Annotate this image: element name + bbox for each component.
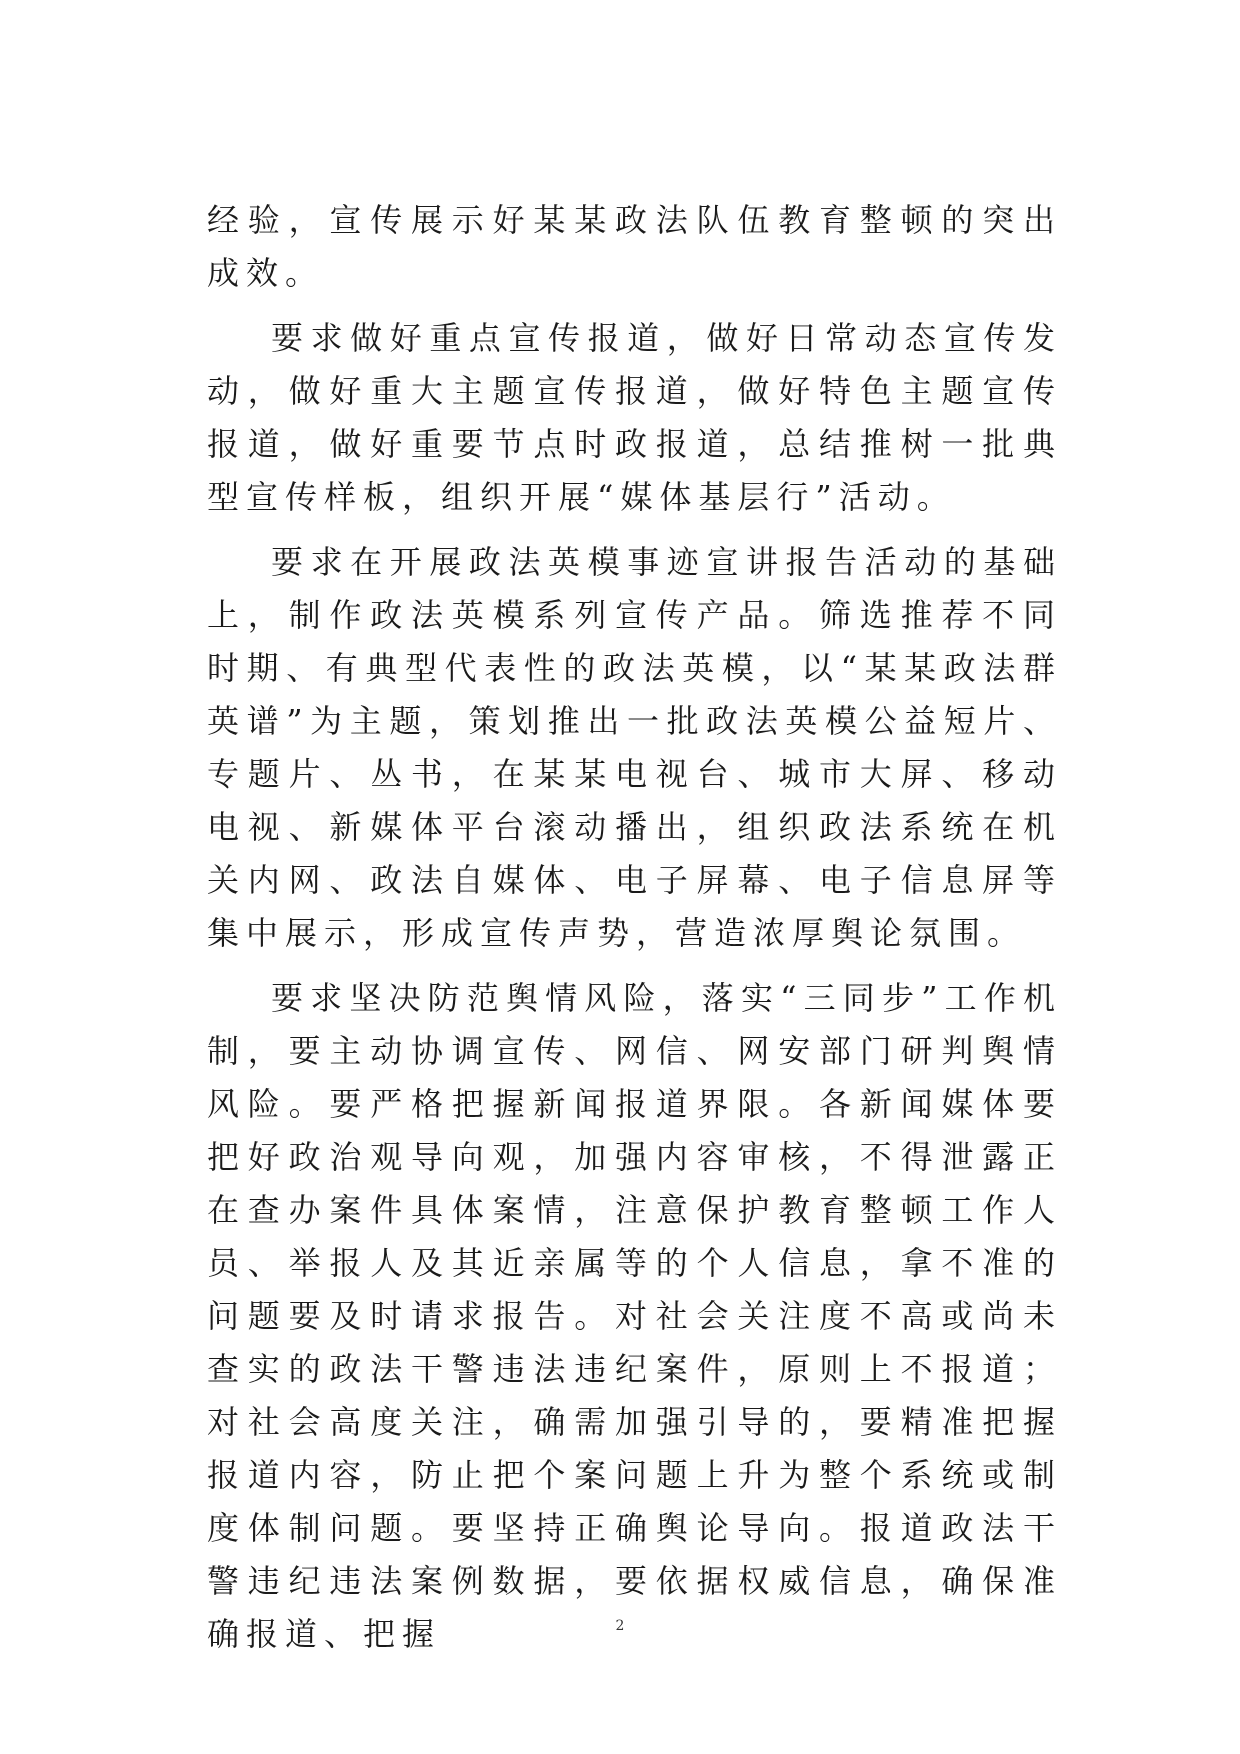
paragraph-hero-models: 要求在开展政法英模事迹宣讲报告活动的基础上，制作政法英模系列宣传产品。筛选推荐不同时期、有典型代表性的政法英模，以“某某政法群英谱”为主题，策划推出一批政法英模公益短片、专题片、丛书，在某某电视台、城市大屏、移动电视、新媒体平台滚动播出，组织政法系统在机关内网、政法自媒体、电子屏幕、电子信息屏等集中展示，形成宣传声势，营造浓厚舆论氛围。 — [207, 543, 1062, 952]
paragraph-public-opinion-risk: 要求坚决防范舆情风险，落实“三同步”工作机制，要主动协调宣传、网信、网安部门研判舆情风险。要严格把握新闻报道界限。各新闻媒体要把好政治观导向观，加强内容审核，不得泄露正在查办案件具体案情，注意保护教育整顿工作人员、举报人及其近亲属等的个人信息，拿不准的问题要及时请求报告。对社会关注度不高或尚未查实的政法干警违法违纪案件，原则上不报道；对社会高度关注，确需加强引导的，要精准把握报道内容，防止把个案问题上升为整个系统或制度体制问题。要坚持正确舆论导向。报道政法干警违纪违法案例数据，要依据权威信息，确保准确报道、把握 — [207, 979, 1062, 1653]
page-number: 2 — [615, 1618, 625, 1634]
document-body — [207, 194, 1062, 1661]
paragraph-continuation: 经验，宣传展示好某某政法队伍教育整顿的突出成效。 — [207, 201, 1062, 292]
paragraph-publicity-reporting: 要求做好重点宣传报道，做好日常动态宣传发动，做好重大主题宣传报道，做好特色主题宣传报道，做好重要节点时政报道，总结推树一批典型宣传样板，组织开展“媒体基层行”活动。 — [207, 319, 1062, 516]
